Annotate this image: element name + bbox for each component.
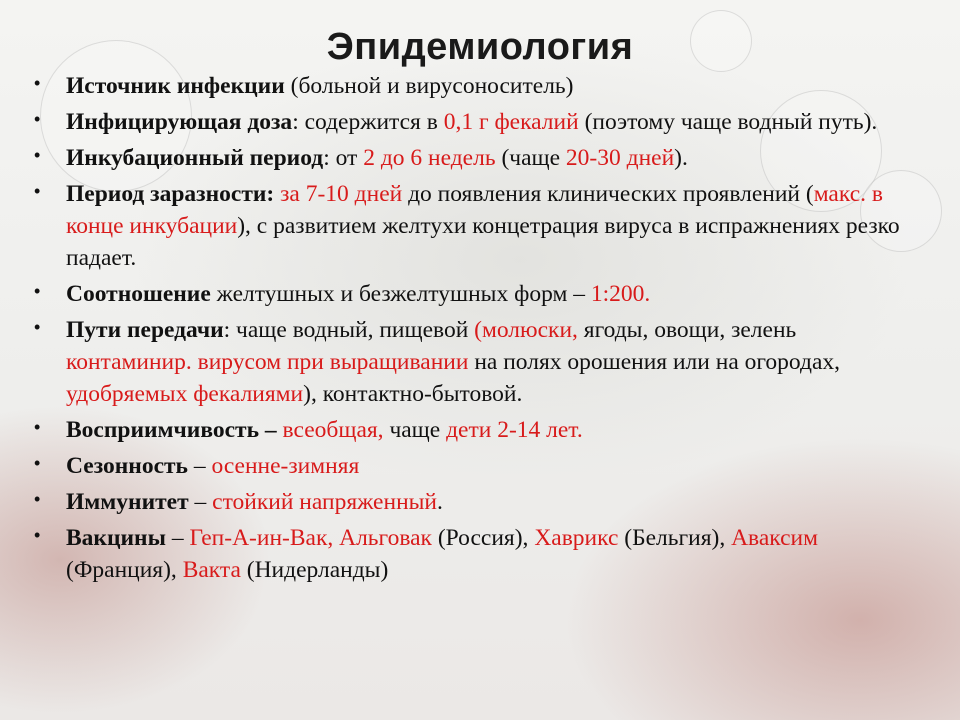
- bullet-icon: •: [34, 145, 41, 165]
- highlight-text: 2 до 6 недель: [363, 145, 496, 171]
- bullet-text: (Россия),: [431, 525, 535, 551]
- bullet-icon: •: [34, 73, 41, 93]
- bullet-text: : содержится в: [292, 109, 444, 135]
- bullet-text: желтушных и безжелтушных форм –: [210, 281, 591, 307]
- highlight-text: Геп-А-ин-Вак, Альговак: [189, 525, 432, 551]
- bullet-icon: •: [34, 417, 41, 437]
- bullet-text: –: [188, 489, 213, 515]
- bullet-icon: •: [34, 317, 41, 337]
- bullet-icon: •: [34, 109, 41, 129]
- highlight-text: Хаврикс: [534, 525, 619, 551]
- highlight-text: (молюски,: [474, 317, 578, 343]
- highlight-text: Вакта: [182, 557, 241, 583]
- bullet-text: –: [165, 525, 190, 551]
- bullet-item: [30, 450, 920, 482]
- highlight-text: стойкий напряженный: [212, 489, 438, 515]
- bullet-text: : чаще водный, пищевой: [223, 317, 475, 343]
- bullet-item: [30, 70, 920, 102]
- highlight-text: Аваксим: [731, 525, 818, 551]
- bullet-text: ), контактно-бытовой.: [303, 381, 523, 407]
- bullet-text: ягоды, овощи, зелень: [577, 317, 797, 343]
- bullet-term: Вакцины: [66, 525, 166, 551]
- highlight-text: 1:200.: [590, 281, 651, 307]
- bullet-text: ).: [674, 145, 688, 171]
- bullet-text: (Нидерланды): [240, 557, 389, 583]
- bullet-term: Соотношение: [66, 281, 211, 307]
- bullet-term: Пути передачи: [66, 317, 224, 343]
- bullet-text: чаще: [383, 417, 447, 443]
- bullet-item: [30, 314, 920, 410]
- bullet-item: [30, 178, 920, 274]
- bullet-term: Источник инфекции: [66, 73, 285, 99]
- bullet-term: Иммунитет: [66, 489, 189, 515]
- bullet-text: на полях орошения или на огородах,: [468, 349, 841, 375]
- highlight-text: удобряемых фекалиями: [66, 381, 304, 407]
- bullet-term: Сезонность: [66, 453, 188, 479]
- bullet-text: .: [437, 489, 443, 515]
- bullet-list: [30, 70, 920, 590]
- bullet-item: [30, 106, 920, 138]
- bullet-term: Инкубационный период: [66, 145, 324, 171]
- bullet-item: [30, 486, 920, 518]
- bullet-text: ), с развитием желтухи концетрация вируса в испражнениях резко падает.: [66, 213, 900, 271]
- slide-title: Эпидемиология: [326, 26, 634, 68]
- highlight-text: макс. в конце инкубации: [66, 181, 883, 239]
- bullet-icon: •: [34, 525, 41, 545]
- bullet-text: (чаще: [495, 145, 566, 171]
- bullet-icon: •: [34, 489, 41, 509]
- bullet-text: (больной и вирусоноситель): [284, 73, 574, 99]
- bullet-item: [30, 414, 920, 446]
- bullet-text: (поэтому чаще водный путь).: [578, 109, 878, 135]
- bullet-text: до появления клинических проявлений (: [402, 181, 814, 207]
- bullet-term: Восприимчивость –: [66, 417, 277, 443]
- bullet-text: : от: [323, 145, 364, 171]
- bullet-term: Период заразности:: [66, 181, 275, 207]
- highlight-text: дети 2-14 лет.: [446, 417, 583, 443]
- highlight-text: 0,1 г фекалий: [443, 109, 579, 135]
- highlight-text: 20-30 дней: [565, 145, 675, 171]
- bullet-item: [30, 522, 920, 586]
- bullet-term: Инфицирующая доза: [66, 109, 293, 135]
- bullet-icon: •: [34, 281, 41, 301]
- highlight-text: за 7-10 дней: [280, 181, 403, 207]
- bullet-text: –: [187, 453, 212, 479]
- highlight-text: осенне-зимняя: [211, 453, 360, 479]
- highlight-text: контаминир. вирусом при выращивании: [66, 349, 469, 375]
- bullet-icon: •: [34, 453, 41, 473]
- bullet-text: (Бельгия),: [618, 525, 732, 551]
- bullet-icon: •: [34, 181, 41, 201]
- bullet-item: [30, 142, 920, 174]
- highlight-text: всеобщая,: [282, 417, 384, 443]
- bullet-item: [30, 278, 920, 310]
- bullet-text: (Франция),: [66, 557, 183, 583]
